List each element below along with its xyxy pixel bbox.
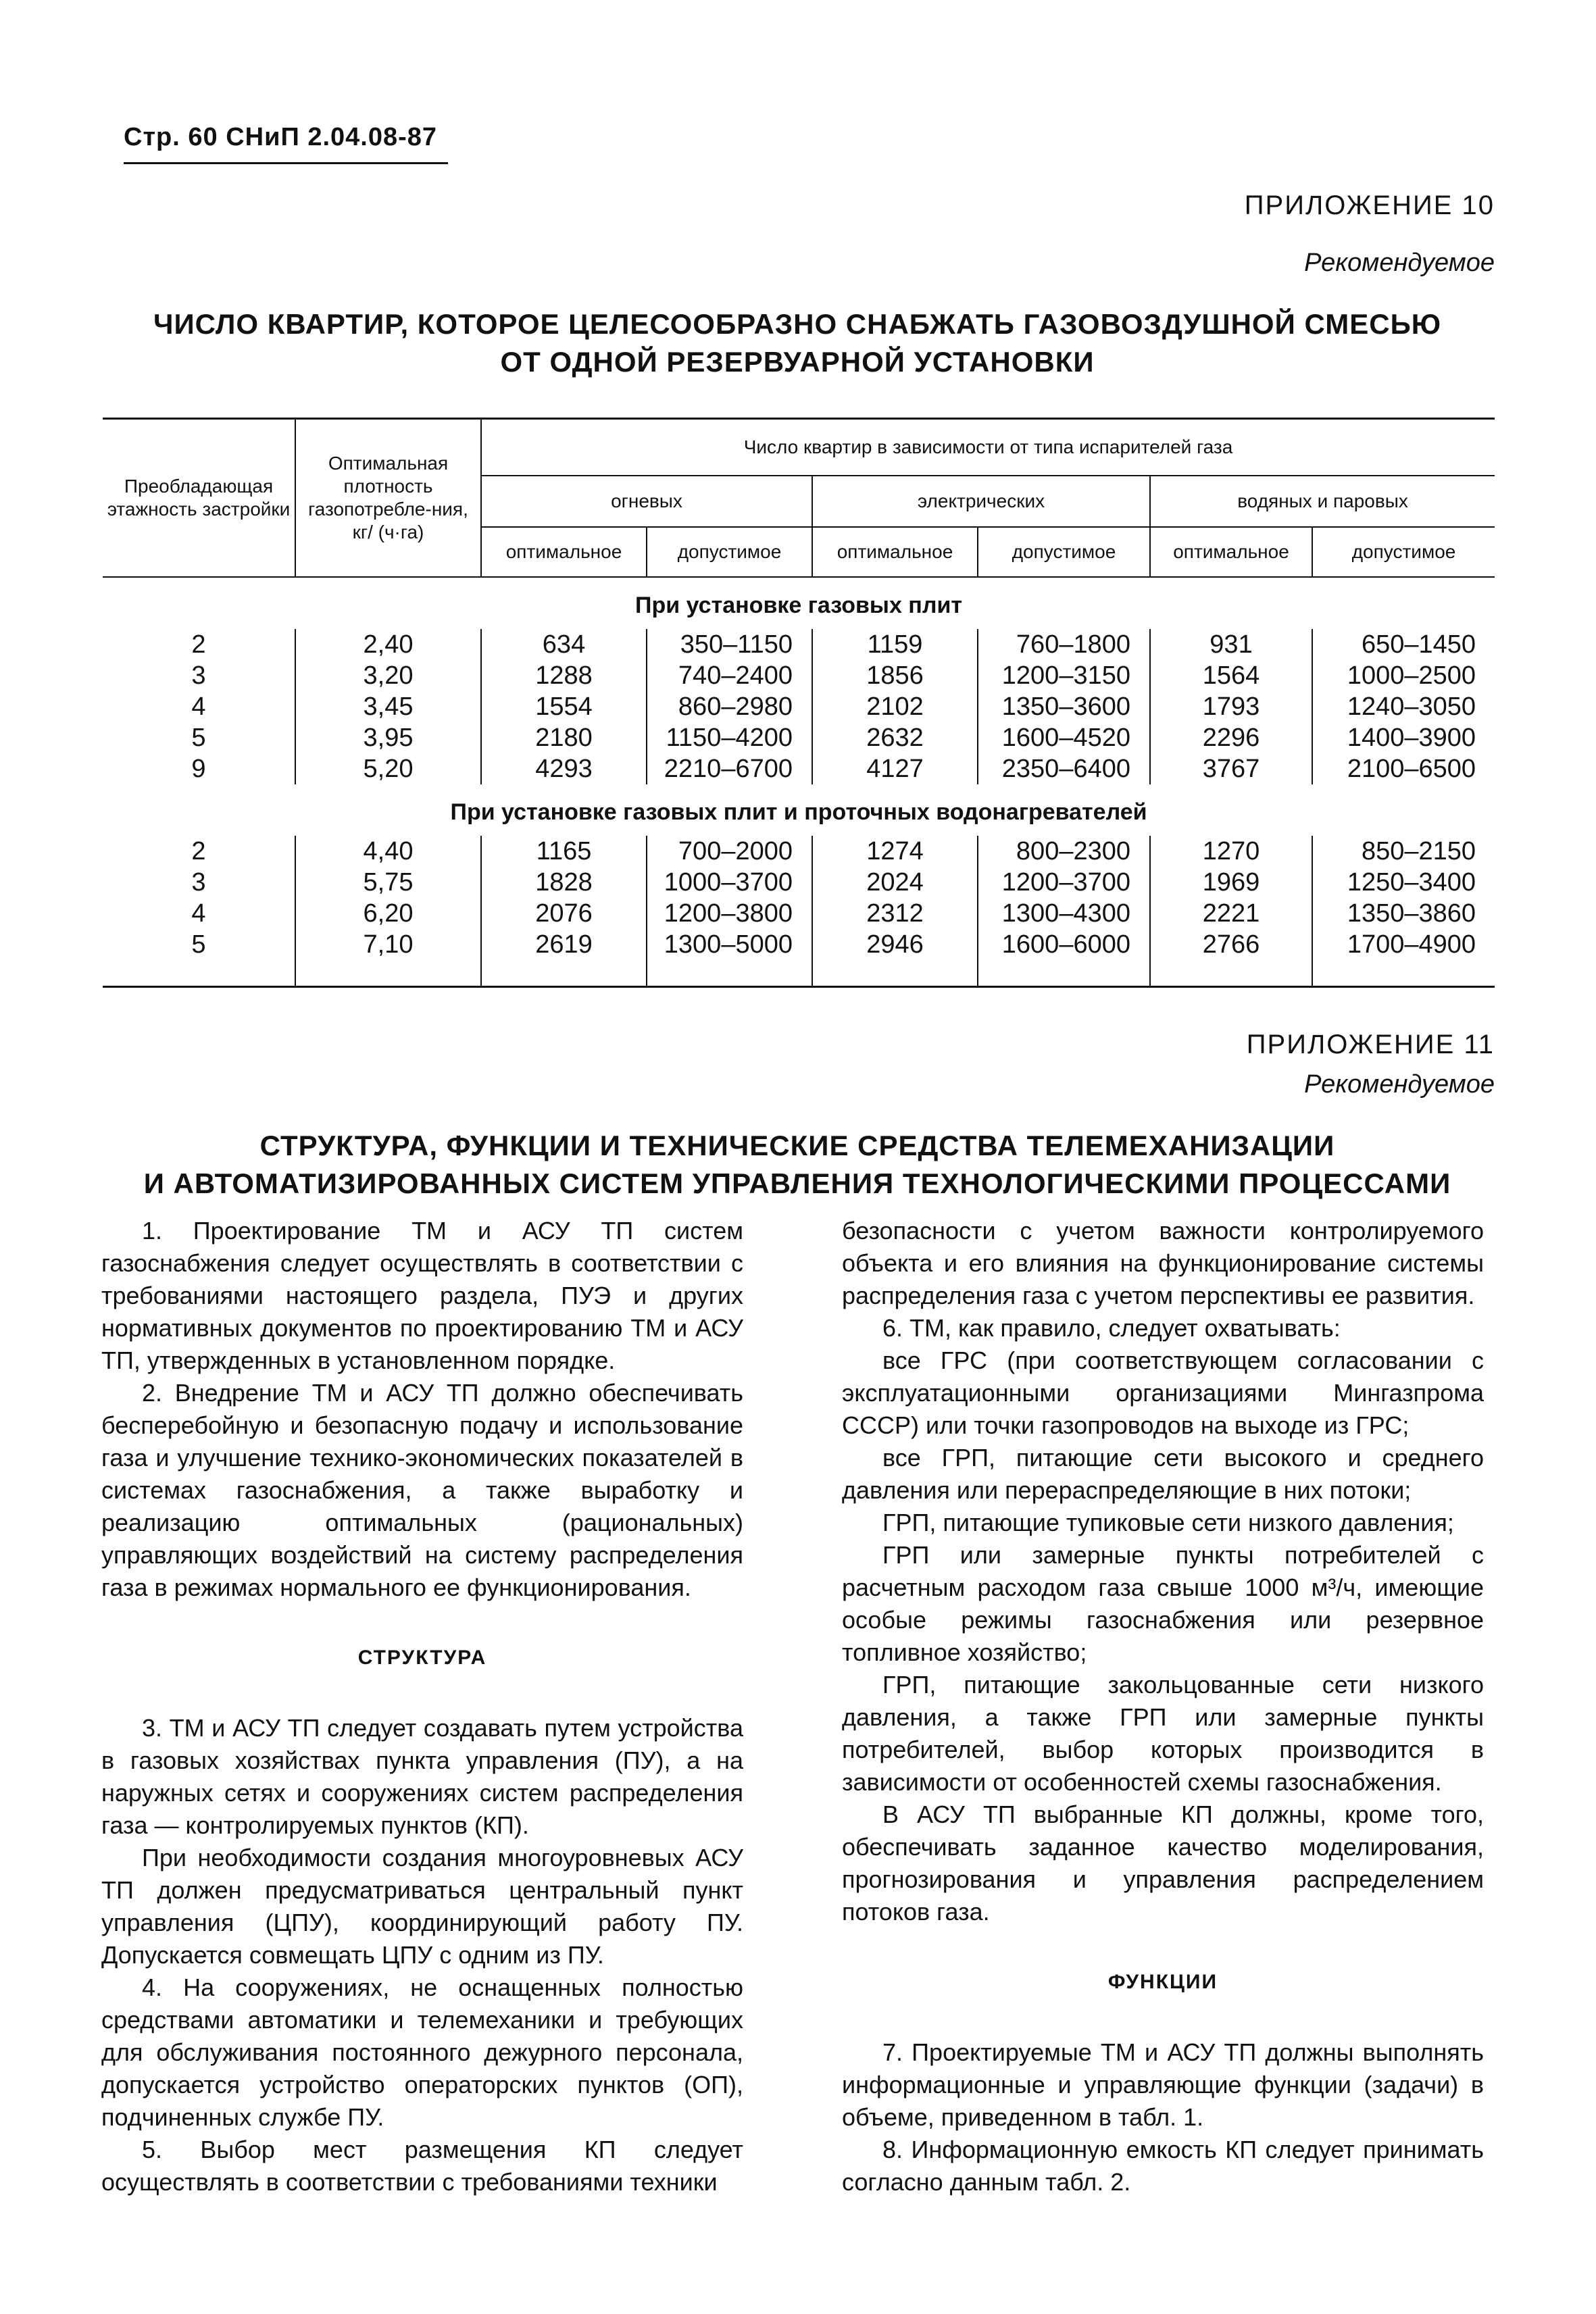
cell-value: 1000–3700 — [647, 867, 812, 898]
paragraph-6b: все ГРП, питающие сети высокого и среднего давления или перераспределяющие в них потоки; — [842, 1444, 1484, 1504]
paragraph-7: 7. Проектируемые ТМ и АСУ ТП должны выполнять информационные и управляющие функции (задачи) в объеме, приведенном в табл. 1. — [842, 2038, 1484, 2131]
cell-value: 1165 — [481, 836, 647, 867]
cell-value: 2766 — [1150, 929, 1312, 987]
header-sub: допустимое — [978, 527, 1150, 577]
cell-value: 1969 — [1150, 867, 1312, 898]
cell-value: 2210–6700 — [647, 753, 812, 784]
header-sub: допустимое — [1312, 527, 1495, 577]
section-title-2: При установке газовых плит и проточных водонагревателей — [450, 799, 1147, 825]
cell-value: 3767 — [1150, 753, 1312, 784]
paragraph-6f: В АСУ ТП выбранные КП должны, кроме того, обеспечивать заданное качество моделирования, прогнозирования и управления распределением потоков газа. — [842, 1801, 1484, 1926]
cell-value: 1350–3860 — [1312, 898, 1495, 929]
cell-density: 7,10 — [295, 929, 481, 987]
cell-value: 1600–4520 — [978, 722, 1150, 753]
header-group: Число квартир в зависимости от типа испарителей газа — [481, 419, 1495, 476]
paragraph-6c: ГРП, питающие тупиковые сети низкого давления; — [882, 1509, 1454, 1536]
cell-value: 350–1150 — [647, 629, 812, 660]
header-type-electric: электрических — [812, 476, 1150, 527]
cell-floor: 9 — [191, 755, 206, 783]
cell-value: 1564 — [1150, 660, 1312, 691]
cell-value: 2100–6500 — [1312, 753, 1495, 784]
left-column — [101, 1215, 743, 2198]
appendix-11-status: Рекомендуемое — [1304, 1070, 1495, 1099]
cell-value: 1700–4900 — [1312, 929, 1495, 987]
cell-value: 2024 — [812, 867, 978, 898]
header-floor: Преобладающая этажность застройки — [103, 419, 295, 578]
paragraph-1: 1. Проектирование ТМ и АСУ ТП систем газоснабжения следует осуществлять в соответствии с требованиями настоящего раздела, ПУЭ и других нормативных документов по проектированию ТМ и АСУ ТП, утвержденных в установленном порядке. — [101, 1217, 743, 1374]
appendix-10-title-line1: ЧИСЛО КВАРТИР, КОТОРОЕ ЦЕЛЕСООБРАЗНО СНАБЖАТЬ ГАЗОВОЗДУШНОЙ СМЕСЬЮ — [153, 308, 1442, 340]
cell-value: 1270 — [1150, 836, 1312, 867]
header-type-water: водяных и паровых — [1150, 476, 1495, 527]
cell-density: 3,95 — [295, 722, 481, 753]
cell-value: 634 — [481, 629, 647, 660]
cell-value: 931 — [1150, 629, 1312, 660]
cell-value: 1274 — [812, 836, 978, 867]
cell-value: 1159 — [812, 629, 978, 660]
page-header: Стр. 60 СНиП 2.04.08-87 — [124, 123, 438, 151]
paragraph-8: 8. Информационную емкость КП следует принимать согласно данным табл. 2. — [842, 2136, 1484, 2196]
cell-value: 650–1450 — [1312, 629, 1495, 660]
cell-density: 2,40 — [295, 629, 481, 660]
cell-value: 1400–3900 — [1312, 722, 1495, 753]
cell-value: 2312 — [812, 898, 978, 929]
cell-value: 1250–3400 — [1312, 867, 1495, 898]
appendix-10-title-line2: ОТ ОДНОЙ РЕЗЕРВУАРНОЙ УСТАНОВКИ — [500, 346, 1095, 378]
header-sub: оптимальное — [1150, 527, 1312, 577]
cell-value: 1856 — [812, 660, 978, 691]
header-density: Оптимальная плотность газопотребле-ния, кг/ (ч·га) — [295, 419, 481, 578]
cell-density: 4,40 — [295, 836, 481, 867]
cell-value: 2350–6400 — [978, 753, 1150, 784]
cell-density: 5,75 — [295, 867, 481, 898]
section-title-1: При установке газовых плит — [635, 593, 962, 618]
cell-value: 1828 — [481, 867, 647, 898]
header-type-fire: огневых — [481, 476, 812, 527]
cell-value: 760–1800 — [978, 629, 1150, 660]
paragraph-3b: При необходимости создания многоуровневых АСУ ТП должен предусматриваться центральный пункт управления (ЦПУ), координирующий работу ПУ. Допускается совмещать ЦПУ с одним из ПУ. — [101, 1844, 743, 1969]
cell-floor: 2 — [191, 630, 206, 659]
paragraph-6: 6. ТМ, как правило, следует охватывать: — [882, 1314, 1341, 1342]
cell-floor: 3 — [191, 661, 206, 690]
cell-value: 1793 — [1150, 691, 1312, 722]
heading-functions: ФУНКЦИИ — [1107, 1971, 1218, 1993]
paragraph-5-cont: безопасности с учетом важности контролируемого объекта и его влияния на функционирование системы распределения газа с учетом перспективы ее развития. — [842, 1217, 1484, 1309]
cell-value: 1200–3700 — [978, 867, 1150, 898]
cell-floor: 4 — [191, 693, 206, 721]
cell-value: 1000–2500 — [1312, 660, 1495, 691]
cell-value: 2296 — [1150, 722, 1312, 753]
appendix-10-title — [101, 305, 1493, 381]
header-sub: оптимальное — [812, 527, 978, 577]
cell-value: 2619 — [481, 929, 647, 987]
cell-value: 1350–3600 — [978, 691, 1150, 722]
heading-structure: СТРУКТУРА — [357, 1646, 487, 1669]
cell-value: 2946 — [812, 929, 978, 987]
apartments-table — [103, 418, 1495, 988]
cell-value: 2632 — [812, 722, 978, 753]
cell-floor: 5 — [191, 724, 206, 752]
cell-value: 740–2400 — [647, 660, 812, 691]
cell-value: 4293 — [481, 753, 647, 784]
cell-value: 1554 — [481, 691, 647, 722]
cell-value: 1288 — [481, 660, 647, 691]
paragraph-5: 5. Выбор мест размещения КП следует осуществлять в соответствии с требованиями техники — [101, 2136, 743, 2196]
cell-value: 1200–3150 — [978, 660, 1150, 691]
cell-value: 1300–5000 — [647, 929, 812, 987]
cell-value: 1600–6000 — [978, 929, 1150, 987]
cell-value: 2180 — [481, 722, 647, 753]
cell-value: 1150–4200 — [647, 722, 812, 753]
cell-value: 1300–4300 — [978, 898, 1150, 929]
cell-value: 2221 — [1150, 898, 1312, 929]
header-sub: оптимальное — [481, 527, 647, 577]
cell-value: 4127 — [812, 753, 978, 784]
appendix-11-title — [101, 1127, 1493, 1203]
appendix-11-title-line1: СТРУКТУРА, ФУНКЦИИ И ТЕХНИЧЕСКИЕ СРЕДСТВА ТЕЛЕМЕХАНИЗАЦИИ — [259, 1130, 1335, 1161]
cell-floor: 5 — [191, 930, 206, 959]
cell-floor: 3 — [191, 868, 206, 897]
cell-density: 6,20 — [295, 898, 481, 929]
paragraph-6d: ГРП или замерные пункты потребителей с расчетным расходом газа свыше 1000 м³/ч, имеющие особые режимы газоснабжения или резервное топливное хозяйство; — [842, 1541, 1484, 1666]
right-column — [842, 1215, 1484, 2198]
cell-density: 5,20 — [295, 753, 481, 784]
cell-value: 700–2000 — [647, 836, 812, 867]
header-sub: допустимое — [647, 527, 812, 577]
cell-value: 1200–3800 — [647, 898, 812, 929]
appendix-11-label: ПРИЛОЖЕНИЕ 11 — [1246, 1030, 1495, 1059]
appendix-11-title-line2: И АВТОМАТИЗИРОВАННЫХ СИСТЕМ УПРАВЛЕНИЯ ТЕХНОЛОГИЧЕСКИМИ ПРОЦЕССАМИ — [143, 1167, 1451, 1199]
cell-value: 800–2300 — [978, 836, 1150, 867]
cell-value: 2102 — [812, 691, 978, 722]
cell-value: 1240–3050 — [1312, 691, 1495, 722]
cell-floor: 2 — [191, 837, 206, 865]
paragraph-3: 3. ТМ и АСУ ТП следует создавать путем устройства в газовых хозяйствах пункта управления (ПУ), а на наружных сетях и сооружениях систем распределения газа — контролируемых пунктов (КП). — [101, 1714, 743, 1839]
paragraph-4: 4. На сооружениях, не оснащенных полностью средствами автоматики и телемеханики и требующих для обслуживания постоянного дежурного персонала, допускается устройство операторских пунктов (ОП), подчиненных службе ПУ. — [101, 1973, 743, 2131]
appendix-10-label: ПРИЛОЖЕНИЕ 10 — [1244, 191, 1495, 220]
cell-value: 860–2980 — [647, 691, 812, 722]
cell-density: 3,20 — [295, 660, 481, 691]
cell-value: 2076 — [481, 898, 647, 929]
paragraph-6a: все ГРС (при соответствующем согласовании с эксплуатационными организациями Мингазпрома СССР) или точки газопроводов на выходе из ГРС; — [842, 1347, 1484, 1439]
cell-floor: 4 — [191, 899, 206, 928]
header-rule — [124, 162, 448, 164]
paragraph-6e: ГРП, питающие закольцованные сети низкого давления, а также ГРП или замерные пункты потребителей, выбор которых производится в зависимости от особенностей схемы газоснабжения. — [842, 1671, 1484, 1796]
cell-density: 3,45 — [295, 691, 481, 722]
appendix-10-status: Рекомендуемое — [1304, 249, 1495, 277]
paragraph-2: 2. Внедрение ТМ и АСУ ТП должно обеспечивать бесперебойную и безопасную подачу и использование газа и улучшение технико-экономических показателей в системах газоснабжения, а также выработку и реализацию оптимальных (рациональных) управляющих воздействий на систему распределения газа в режимах нормального ее функционирования. — [101, 1379, 743, 1601]
cell-value: 850–2150 — [1312, 836, 1495, 867]
